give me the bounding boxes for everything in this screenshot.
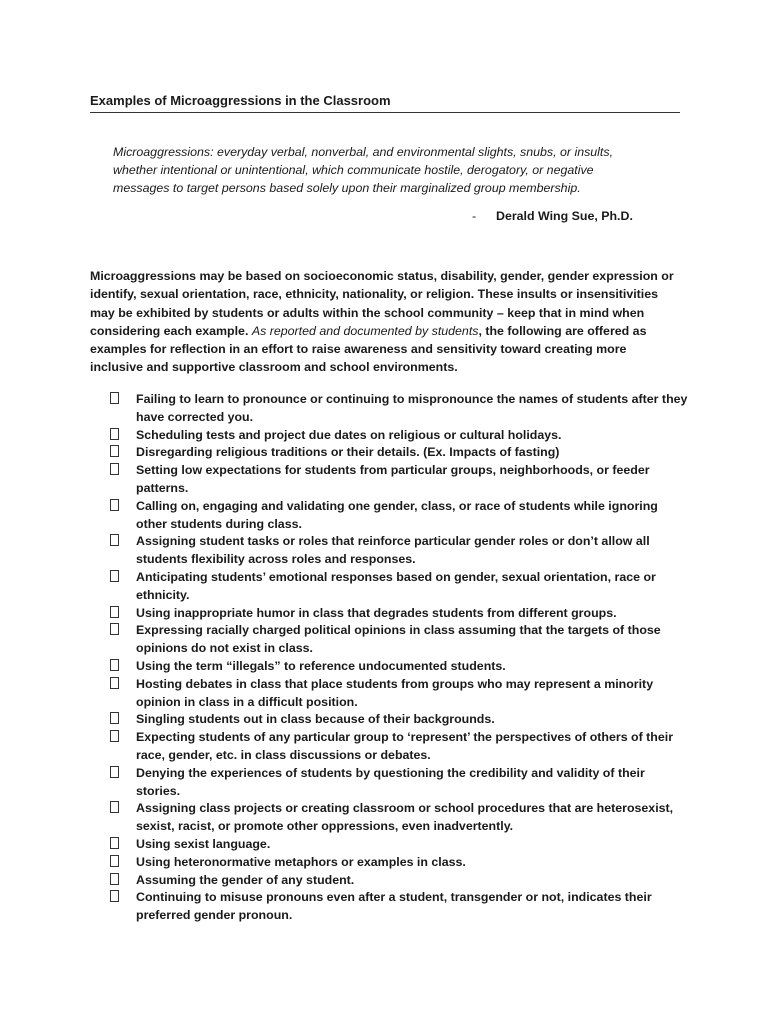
- list-item-text: Expecting students of any particular group to ‘represent’ the perspectives of others of their race, gender, etc. in class discussions or debates.: [136, 730, 674, 762]
- page-title: Examples of Microaggressions in the Classroom: [90, 93, 391, 108]
- list-item: [110, 765, 688, 801]
- checkbox-bullet-icon: [110, 729, 136, 765]
- checkbox-bullet-icon: [110, 427, 136, 445]
- list-item: [110, 711, 688, 729]
- list-item-text: Disregarding religious traditions or their details. (Ex. Impacts of fasting): [136, 445, 560, 460]
- list-item: [110, 729, 688, 765]
- list-item: [110, 605, 688, 623]
- list-item-text: Using sexist language.: [136, 836, 271, 851]
- list-item: [110, 427, 688, 445]
- attribution-name: Derald Wing Sue, Ph.D.: [496, 209, 633, 223]
- checkbox-bullet-icon: [110, 765, 136, 801]
- definition-quote: Microaggressions: everyday verbal, nonverbal, and environmental slights, snubs, or insults, whether intentional or unintentional, which communicate hostile, derogatory, or negative messages to target persons based solely upon their marginalized group membership.: [113, 145, 614, 195]
- list-item-text: Scheduling tests and project due dates on religious or cultural holidays.: [136, 427, 562, 442]
- list-item: [110, 498, 688, 534]
- checkbox-bullet-icon: [110, 676, 136, 712]
- list-item-text: Expressing racially charged political opinions in class assuming that the targets of those opinions do not exist in class.: [136, 623, 661, 656]
- list-item: [110, 872, 688, 890]
- checkbox-bullet-icon: [110, 711, 136, 729]
- checkbox-bullet-icon: [110, 498, 136, 534]
- list-item-text: Calling on, engaging and validating one gender, class, or race of students while ignoring other students during class.: [136, 498, 658, 531]
- list-item: [110, 658, 688, 676]
- checkbox-bullet-icon: [110, 800, 136, 836]
- attribution-dash: -: [472, 209, 477, 223]
- list-item-text: Assigning student tasks or roles that reinforce particular gender roles or don’t allow all students flexibility across roles and responses.: [136, 534, 650, 567]
- list-item-text: Singling students out in class because of their backgrounds.: [136, 712, 495, 727]
- intro-text-part1: Microaggressions may be based on socioeconomic status, disability, gender, gender expression or identify, sexual orientation, race, ethnicity, nationality, or religion. These insults or insensitivities may be exhibited by students or adults within the school community – keep that in mind when considering each example.: [90, 269, 674, 338]
- list-item: [110, 622, 688, 658]
- checkbox-bullet-icon: [110, 889, 136, 925]
- list-item-text: Assigning class projects or creating classroom or school procedures that are heterosexist, sexist, racist, or promote other oppressions, even inadvertently.: [136, 801, 674, 834]
- list-item: [110, 800, 688, 836]
- list-item-text: Continuing to misuse pronouns even after a student, transgender or not, indicates their preferred gender pronoun.: [136, 890, 652, 923]
- list-item-text: Using inappropriate humor in class that degrades students from different groups.: [136, 605, 617, 620]
- title-block: [90, 93, 680, 113]
- checkbox-bullet-icon: [110, 658, 136, 676]
- checkbox-bullet-icon: [110, 622, 136, 658]
- list-item-text: Using the term “illegals” to reference undocumented students.: [136, 658, 506, 673]
- intro-emphasis: As reported and documented by students: [251, 323, 479, 338]
- list-item: [110, 676, 688, 712]
- list-item-text: Assuming the gender of any student.: [136, 872, 355, 887]
- list-item: [110, 854, 688, 872]
- list-item: [110, 836, 688, 854]
- list-item-text: Failing to learn to pronounce or continuing to mispronounce the names of students after they have corrected you.: [136, 392, 688, 424]
- checkbox-bullet-icon: [110, 836, 136, 854]
- list-item-text: Denying the experiences of students by questioning the credibility and validity of their stories.: [136, 765, 645, 798]
- list-item-text: Anticipating students’ emotional responses based on gender, sexual orientation, race or ethnicity.: [136, 569, 656, 602]
- checkbox-bullet-icon: [110, 854, 136, 872]
- checkbox-bullet-icon: [110, 872, 136, 890]
- list-item: [110, 391, 688, 427]
- list-item-text: Hosting debates in class that place students from groups who may represent a minority opinion in class in a difficult position.: [136, 676, 654, 709]
- examples-list: [110, 391, 688, 925]
- intro-paragraph: [90, 267, 682, 377]
- checkbox-bullet-icon: [110, 444, 136, 462]
- checkbox-bullet-icon: [110, 605, 136, 623]
- list-item-text: Setting low expectations for students from particular groups, neighborhoods, or feeder patterns.: [136, 463, 650, 495]
- list-item: [110, 462, 688, 498]
- checkbox-bullet-icon: [110, 462, 136, 498]
- checkbox-bullet-icon: [110, 533, 136, 569]
- checkbox-bullet-icon: [110, 569, 136, 605]
- list-item: [110, 533, 688, 569]
- checkbox-bullet-icon: [110, 391, 136, 427]
- list-item: [110, 569, 688, 605]
- list-item-text: Using heteronormative metaphors or examples in class.: [136, 854, 466, 869]
- list-item: [110, 889, 688, 925]
- intro-text-part2: , the following are offered as examples for reflection in an effort to raise awareness and sensitivity toward creating more inclusive and supportive classroom and school environments.: [90, 323, 647, 375]
- quote-attribution: [472, 209, 633, 223]
- list-item: [110, 444, 688, 462]
